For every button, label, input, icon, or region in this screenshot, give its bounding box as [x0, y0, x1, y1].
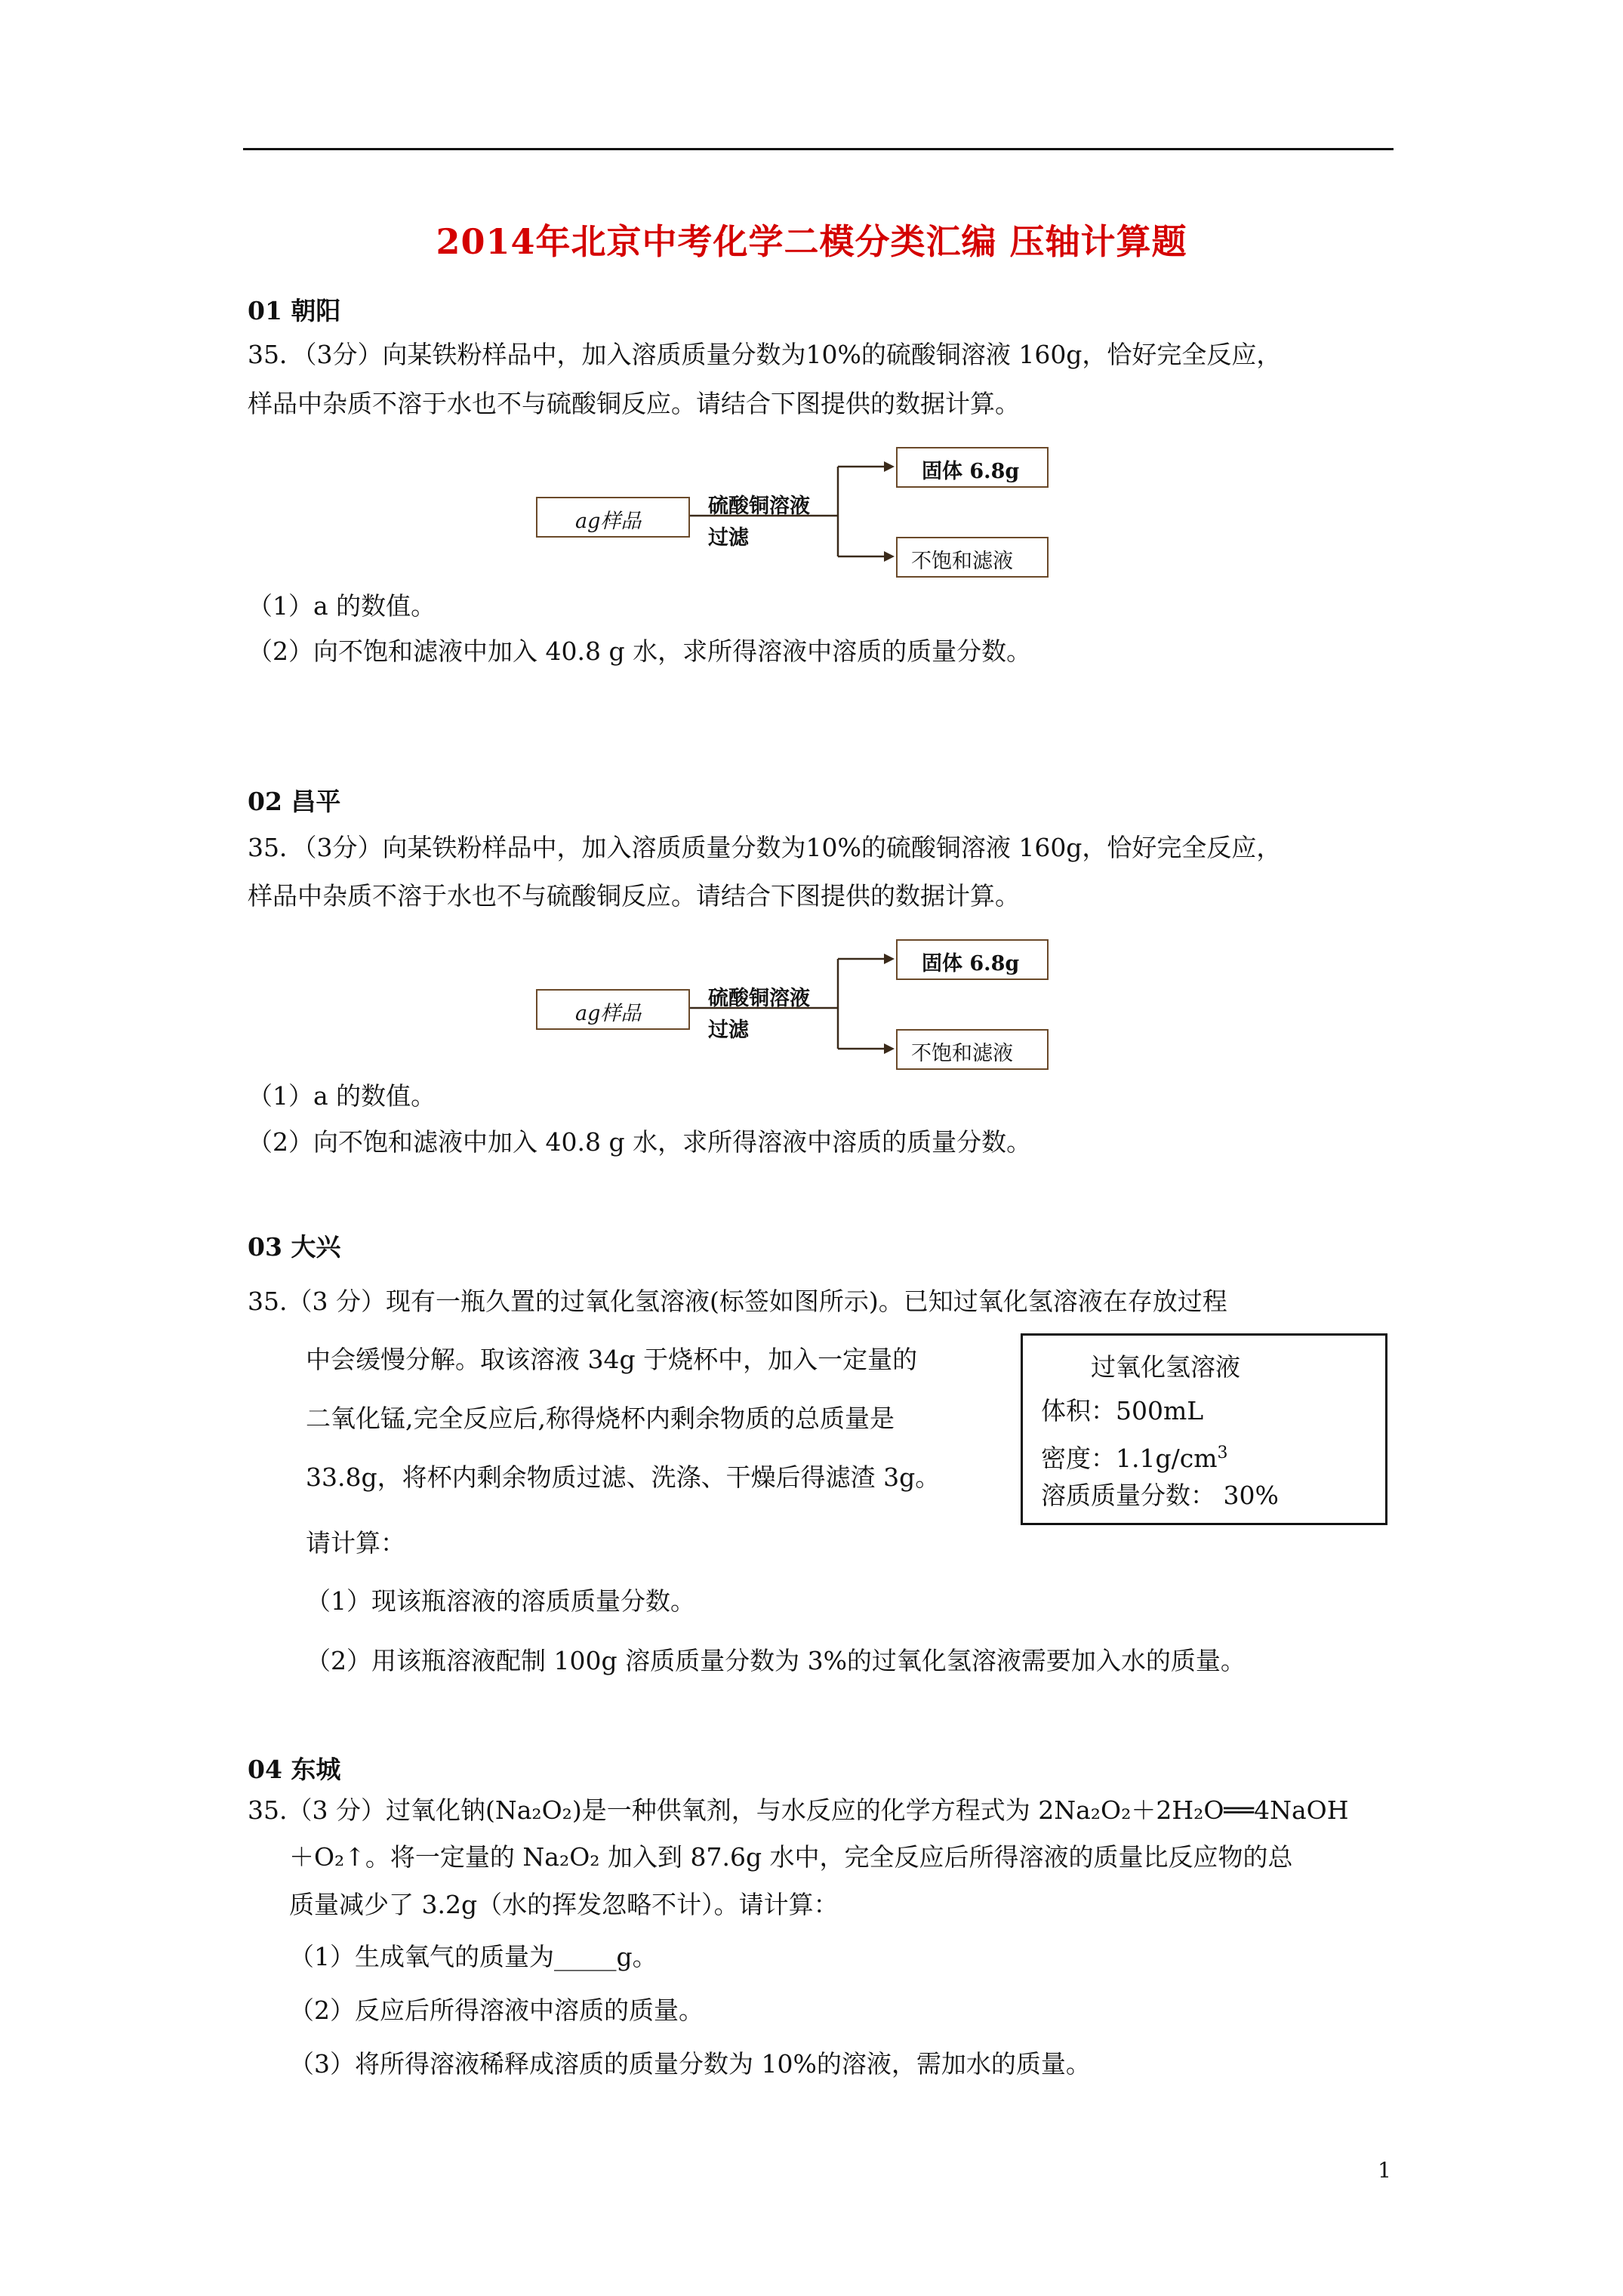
section-heading: 02 昌平: [248, 787, 341, 816]
operation-label: 过滤: [708, 1019, 749, 1042]
solid-label: 固体 6.8g: [922, 952, 1020, 975]
solid-box: [896, 447, 1049, 488]
question-text: 二氧化锰,完全反应后,称得烧杯内剩余物质的总质量是: [306, 1404, 895, 1433]
section-heading: 01 朝阳: [248, 296, 341, 325]
reagent-label: 硫酸铜溶液: [708, 987, 810, 1010]
question-text: 35．（3分）向某铁粉样品中，加入溶质质量分数为10%的硫酸铜溶液 160g，恰好完全反应，: [248, 833, 1282, 862]
sample-label: ag样品: [575, 1002, 642, 1025]
process-diagram: [528, 930, 1072, 1074]
operation-label: 过滤: [708, 526, 749, 550]
section-heading: 04 东城: [248, 1755, 341, 1784]
question-part: （3）将所得溶液稀释成溶质的质量分数为 10%的溶液，需加水的质量。: [289, 2049, 1091, 2079]
section-heading: 03 大兴: [248, 1232, 341, 1262]
question-text: 质量减少了 3.2g（水的挥发忽略不计）。请计算：: [289, 1890, 839, 1919]
label-fraction: 溶质质量分数： 30%: [1041, 1481, 1279, 1510]
sample-box: [536, 989, 690, 1030]
filtrate-box: [896, 1029, 1049, 1070]
page-title: 2014年北京中考化学二模分类汇编 压轴计算题: [436, 221, 1187, 262]
question-part: （1）a 的数值。: [248, 591, 436, 621]
question-text: 35．（3分）向某铁粉样品中，加入溶质质量分数为10%的硫酸铜溶液 160g，恰好完全反应，: [248, 340, 1282, 369]
question-text: 35.（3 分）过氧化钠(Na₂O₂)是一种供氧剂，与水反应的化学方程式为 2Na₂O₂＋2H₂O══4NaOH: [248, 1795, 1349, 1825]
question-part: （1）a 的数值。: [248, 1081, 436, 1111]
page-number: 1: [1378, 2158, 1391, 2183]
reagent-label: 硫酸铜溶液: [708, 495, 810, 518]
sample-box: [536, 497, 690, 538]
label-density-text: 密度：1.1g/cm: [1041, 1444, 1218, 1473]
question-part: （1）现该瓶溶液的溶质质量分数。: [306, 1586, 695, 1616]
solid-label: 固体 6.8g: [922, 460, 1020, 483]
question-text: ＋O₂↑。将一定量的 Na₂O₂ 加入到 87.6g 水中，完全反应后所得溶液的质量比反应物的总: [289, 1842, 1293, 1872]
reagent-bottle-label: [1021, 1333, 1387, 1525]
sample-label: ag样品: [575, 510, 642, 533]
question-text: 中会缓慢分解。取该溶液 34g 于烧杯中，加入一定量的: [306, 1345, 918, 1374]
question-text: 33.8g，将杯内剩余物质过滤、洗涤、干燥后得滤渣 3g。: [306, 1462, 941, 1492]
header-rule: [243, 148, 1394, 150]
label-volume: 体积：500mL: [1041, 1396, 1204, 1425]
question-text: 35.（3 分）现有一瓶久置的过氧化氢溶液(标签如图所示)。已知过氧化氢溶液在存放过程: [248, 1287, 1227, 1316]
process-diagram: [528, 438, 1072, 581]
question-part: （2）反应后所得溶液中溶质的质量。: [289, 1996, 704, 2025]
question-text: 样品中杂质不溶于水也不与硫酸铜反应。请结合下图提供的数据计算。: [248, 389, 1020, 418]
solid-box: [896, 939, 1049, 980]
filtrate-box: [896, 537, 1049, 578]
label-density: [1041, 1438, 1228, 1474]
filtrate-label: 不饱和滤液: [911, 550, 1013, 573]
question-part: （1）生成氧气的质量为_____g。: [289, 1942, 658, 1971]
question-part: （2）向不饱和滤液中加入 40.8 g 水，求所得溶液中溶质的质量分数。: [248, 636, 1032, 666]
question-text: 样品中杂质不溶于水也不与硫酸铜反应。请结合下图提供的数据计算。: [248, 881, 1020, 911]
label-density-exponent: 3: [1217, 1444, 1228, 1462]
question-text: 请计算：: [306, 1528, 405, 1558]
filtrate-label: 不饱和滤液: [911, 1042, 1013, 1065]
question-part: （2）向不饱和滤液中加入 40.8 g 水，求所得溶液中溶质的质量分数。: [248, 1127, 1032, 1157]
label-name: 过氧化氢溶液: [1091, 1352, 1240, 1382]
question-part: （2）用该瓶溶液配制 100g 溶质质量分数为 3%的过氧化氢溶液需要加入水的质量。: [306, 1646, 1246, 1675]
